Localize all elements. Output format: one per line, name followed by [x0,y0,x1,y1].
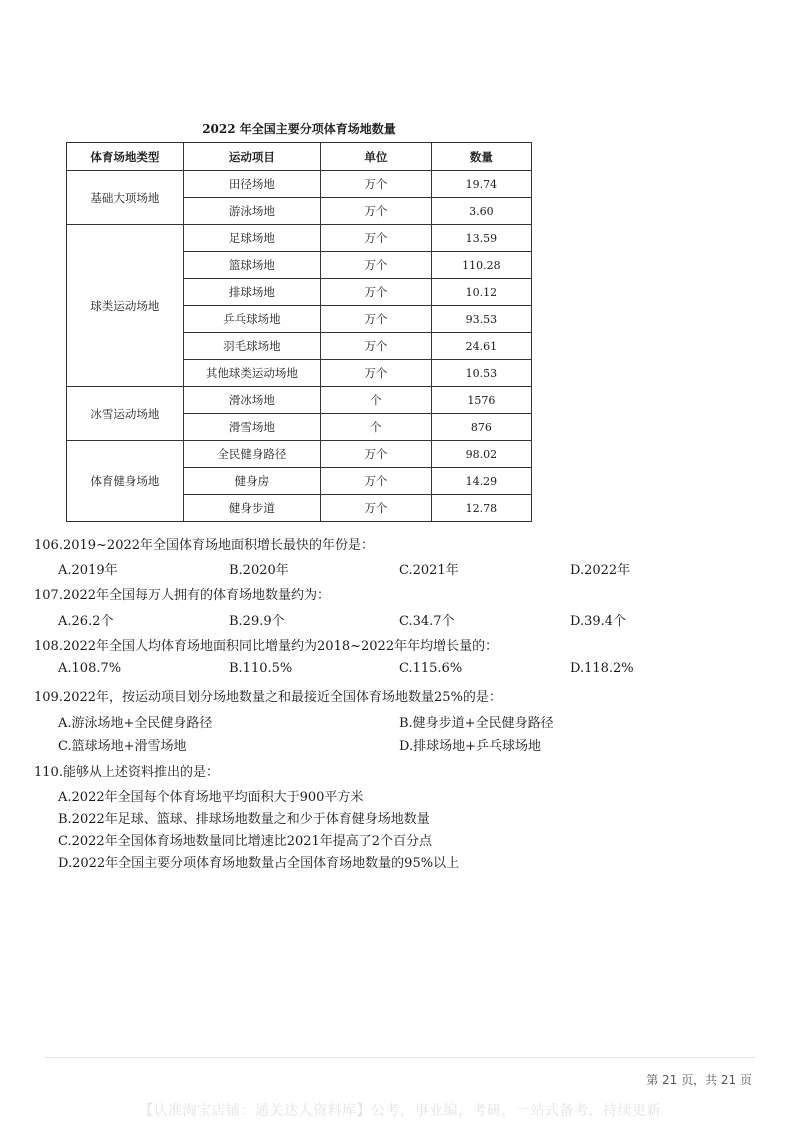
footer-divider [44,1057,756,1058]
option-106-a: A.2019年 [58,563,118,578]
question-108: 108.2022年全国人均体育场地面积同比增量约为2018~2022年年均增长量的： [34,639,499,654]
unit-cell: 万个 [321,495,432,522]
unit-cell: 万个 [321,171,432,198]
venue-type-cell: 基础大项场地 [67,171,184,225]
option-108-c: C.115.6% [399,661,463,676]
table-row [67,225,532,252]
count-cell: 1576 [431,387,531,414]
option-109-b: B.健身步道+全民健身路径 [399,716,554,731]
count-cell: 14.29 [431,468,531,495]
option-106-b: B.2020年 [229,563,289,578]
count-cell: 110.28 [431,252,531,279]
option-107-c: C.34.7个 [399,614,455,629]
unit-cell: 万个 [321,279,432,306]
count-cell: 24.61 [431,333,531,360]
option-108-a: A.108.7% [58,661,122,676]
question-106: 106.2019~2022年全国体育场地面积增长最快的年份是： [34,538,375,553]
unit-cell: 万个 [321,198,432,225]
sport-cell: 滑冰场地 [183,387,320,414]
header-unit: 单位 [321,143,432,171]
count-cell: 19.74 [431,171,531,198]
header-sport: 运动项目 [183,143,320,171]
unit-cell: 万个 [321,306,432,333]
option-110-d: D.2022年全国主要分项体育场地数量占全国体育场地数量的95%以上 [58,856,460,871]
sport-cell: 足球场地 [183,225,320,252]
option-106-d: D.2022年 [570,563,631,578]
option-109-c: C.篮球场地+滑雪场地 [58,739,187,754]
unit-cell: 万个 [321,441,432,468]
sport-cell: 乒乓球场地 [183,306,320,333]
count-cell: 876 [431,414,531,441]
sport-cell: 篮球场地 [183,252,320,279]
count-cell: 10.12 [431,279,531,306]
header-type: 体育场地类型 [67,143,184,171]
count-cell: 10.53 [431,360,531,387]
venue-table [66,142,532,522]
option-107-d: D.39.4个 [570,614,627,629]
venue-type-cell: 球类运动场地 [67,225,184,387]
sport-cell: 健身步道 [183,495,320,522]
option-110-c: C.2022年全国体育场地数量同比增速比2021年提高了2个百分点 [58,834,433,849]
watermark-text: 【认准淘宝店铺：通关达人资料库】公考，事业编，考研，一站式备考，持续更新 [139,1103,661,1119]
sport-cell: 全民健身路径 [183,441,320,468]
table-title: 2022 年全国主要分项体育场地数量 [202,122,396,136]
sport-cell: 田径场地 [183,171,320,198]
option-110-a: A.2022年全国每个体育场地平均面积大于900平方米 [58,790,364,805]
sport-cell: 游泳场地 [183,198,320,225]
sport-cell: 其他球类运动场地 [183,360,320,387]
unit-cell: 万个 [321,360,432,387]
count-cell: 98.02 [431,441,531,468]
option-110-b: B.2022年足球、篮球、排球场地数量之和少于体育健身场地数量 [58,812,430,827]
count-cell: 13.59 [431,225,531,252]
question-109: 109.2022年，按运动项目划分场地数量之和最接近全国体育场地数量25%的是： [34,690,502,705]
option-107-b: B.29.9个 [229,614,285,629]
unit-cell: 个 [321,387,432,414]
venue-type-cell: 冰雪运动场地 [67,387,184,441]
unit-cell: 万个 [321,333,432,360]
unit-cell: 个 [321,414,432,441]
option-109-a: A.游泳场地+全民健身路径 [58,716,213,731]
venue-type-cell: 体育健身场地 [67,441,184,522]
unit-cell: 万个 [321,468,432,495]
sport-cell: 羽毛球场地 [183,333,320,360]
sport-cell: 健身房 [183,468,320,495]
count-cell: 93.53 [431,306,531,333]
question-110: 110.能够从上述资料推出的是： [34,765,219,780]
table-row [67,387,532,414]
sport-cell: 滑雪场地 [183,414,320,441]
option-108-d: D.118.2% [570,661,634,676]
option-108-b: B.110.5% [229,661,293,676]
table-row [67,171,532,198]
sport-cell: 排球场地 [183,279,320,306]
count-cell: 3.60 [431,198,531,225]
option-106-c: C.2021年 [399,563,459,578]
table-header-row [67,143,532,171]
unit-cell: 万个 [321,225,432,252]
option-109-d: D.排球场地+乒乓球场地 [399,739,541,754]
unit-cell: 万个 [321,252,432,279]
header-count: 数量 [431,143,531,171]
count-cell: 12.78 [431,495,531,522]
question-107: 107.2022年全国每万人拥有的体育场地数量约为： [34,588,331,603]
page-number: 第 21 页，共 21 页 [646,1073,752,1087]
table-row [67,441,532,468]
option-107-a: A.26.2个 [58,614,114,629]
